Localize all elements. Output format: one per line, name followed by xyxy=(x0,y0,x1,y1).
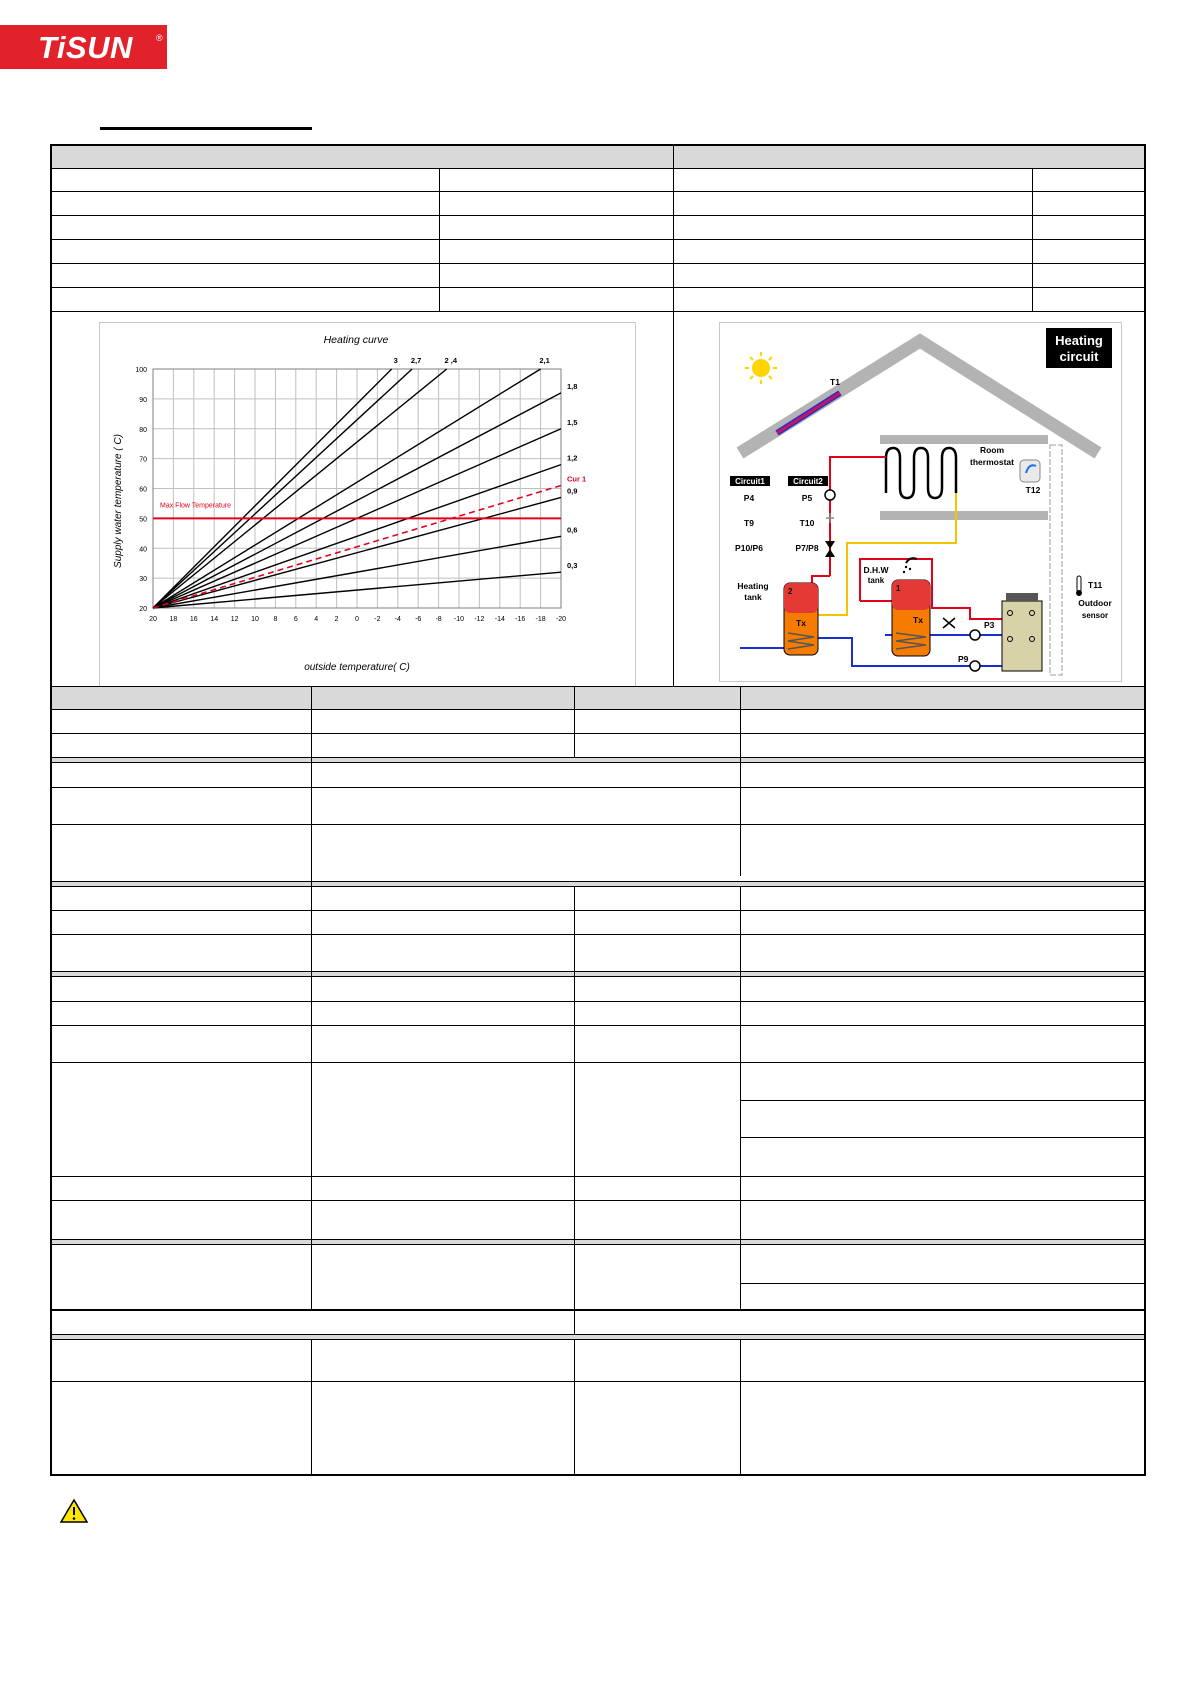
table-rule xyxy=(52,263,1144,264)
table-rule xyxy=(52,976,1144,977)
table-rule xyxy=(52,1200,1144,1201)
label-circuit2: Circuit2 xyxy=(793,477,823,486)
label-t1: T1 xyxy=(830,377,840,387)
table-divider xyxy=(740,1339,741,1476)
table-rule xyxy=(52,168,1144,169)
table-rule xyxy=(52,1176,1144,1177)
table-header-band xyxy=(52,146,1144,168)
y-tick-label: 50 xyxy=(139,516,147,524)
floor-heating-coil xyxy=(886,448,956,498)
chart-curves xyxy=(153,356,586,608)
table-rule xyxy=(52,824,1144,825)
label-tank2: 2 xyxy=(788,587,793,596)
y-tick-label: 60 xyxy=(139,486,147,494)
x-tick-label: 12 xyxy=(230,616,239,623)
y-tick-label: 40 xyxy=(139,546,147,554)
x-tick-label: -6 xyxy=(415,616,422,623)
table-rule xyxy=(52,709,1144,710)
x-axis-label: outside temperature( C) xyxy=(304,662,410,673)
label-circuit1: Circuit1 xyxy=(735,477,765,486)
label-heating: Heating xyxy=(737,581,769,591)
diagram-title-line2: circuit xyxy=(1059,349,1099,364)
table-rule xyxy=(740,1100,1144,1101)
y-tick-label: 80 xyxy=(139,426,147,434)
mixing-valve-icon xyxy=(943,618,955,628)
heating-curve-chart xyxy=(99,322,636,688)
curve-label: 0,3 xyxy=(567,561,578,571)
table-divider xyxy=(311,1339,312,1476)
label-p3: P3 xyxy=(984,620,995,630)
house-wall xyxy=(1050,445,1062,675)
label-dhw-tank: tank xyxy=(867,576,885,585)
outdoor-sensor-bulb xyxy=(1076,590,1082,596)
pump-p9-icon xyxy=(970,661,980,671)
label-t12: T12 xyxy=(1025,485,1041,495)
chart-title: Heating curve xyxy=(323,334,389,346)
table-divider xyxy=(574,686,575,758)
x-tick-label: -8 xyxy=(435,616,442,623)
table-rule xyxy=(52,215,1144,216)
x-tick-label: 20 xyxy=(149,616,157,623)
heating-circuit-diagram xyxy=(719,322,1122,682)
table-rule xyxy=(52,1381,1144,1382)
table-divider xyxy=(574,1309,575,1334)
x-tick-label: -18 xyxy=(535,616,546,623)
table-divider xyxy=(311,686,312,1309)
x-tick-label: 8 xyxy=(273,616,278,623)
label-tx-dhw: Tx xyxy=(913,615,923,625)
table-rule xyxy=(52,733,1144,734)
label-outdoor: Outdoor xyxy=(1078,598,1112,608)
label-thermostat: thermostat xyxy=(970,457,1014,467)
x-tick-label: 10 xyxy=(251,616,259,623)
table-divider xyxy=(673,311,674,686)
x-tick-label: -14 xyxy=(494,616,505,623)
label-dhw: D.H.W xyxy=(863,565,889,575)
x-tick-label: -2 xyxy=(374,616,381,623)
cur1-label: Cur 1 xyxy=(567,474,587,484)
x-tick-label: 4 xyxy=(314,616,319,623)
table-rule xyxy=(740,1283,1144,1284)
x-tick-label: 14 xyxy=(210,616,219,623)
label-p10p6: P10/P6 xyxy=(735,543,763,553)
diagram-title-line1: Heating xyxy=(1055,333,1103,348)
warning-icon xyxy=(59,1498,89,1524)
y-tick-label: 100 xyxy=(135,367,147,374)
upper-floor xyxy=(880,435,1048,444)
table-rule xyxy=(52,191,1144,192)
label-p9: P9 xyxy=(958,654,969,664)
x-tick-label: 6 xyxy=(293,616,298,623)
table-divider xyxy=(740,886,741,1309)
x-tick-label: -4 xyxy=(394,616,401,623)
curve-label: 2,7 xyxy=(410,356,422,365)
label-t10: T10 xyxy=(799,518,815,528)
table-divider xyxy=(574,1339,575,1476)
section-header-band xyxy=(52,687,1144,709)
label-p7p8: P7/P8 xyxy=(795,543,819,553)
table-rule xyxy=(52,886,1144,887)
table-divider xyxy=(740,686,741,876)
label-t11: T11 xyxy=(1088,580,1103,590)
table-rule xyxy=(52,1025,1144,1026)
x-tick-label: -10 xyxy=(453,616,465,623)
table-rule xyxy=(52,1309,1144,1311)
x-tick-label: -20 xyxy=(555,616,567,623)
label-p5: P5 xyxy=(801,493,813,503)
heating-curve-svg xyxy=(100,323,635,687)
table-rule xyxy=(52,910,1144,911)
solar-collector-stripe xyxy=(777,393,840,433)
curve-label: 1,2 xyxy=(567,453,578,463)
boiler-top xyxy=(1006,593,1038,601)
x-tick-label: -16 xyxy=(515,616,526,623)
pump-p5-icon xyxy=(825,490,835,500)
lower-floor xyxy=(880,511,1048,520)
brand-mark: ® xyxy=(156,33,163,43)
max-flow-label: Max Flow Temperature xyxy=(160,502,232,510)
sensor-t10-icon xyxy=(826,513,834,523)
pump-p3-icon xyxy=(970,630,980,640)
x-tick-label: 0 xyxy=(355,616,359,623)
table-rule xyxy=(740,1137,1144,1138)
table-rule xyxy=(52,1244,1144,1245)
table-rule xyxy=(52,1062,1144,1063)
label-p4: P4 xyxy=(743,493,755,503)
tisun-logo xyxy=(0,25,167,69)
y-axis-label: Supply water temperature ( C) xyxy=(113,434,124,568)
curve-label: 1,5 xyxy=(567,417,578,427)
curve-label: 0,9 xyxy=(567,486,578,496)
x-tick-label: 18 xyxy=(169,616,178,623)
y-tick-label: 30 xyxy=(139,576,147,584)
table-rule xyxy=(52,1001,1144,1002)
table-divider xyxy=(574,886,575,1309)
curve-label: 2,1 xyxy=(539,356,550,365)
x-tick-label: 2 xyxy=(334,616,339,623)
chart-ticks xyxy=(135,367,566,623)
table-rule xyxy=(52,239,1144,240)
y-tick-label: 90 xyxy=(139,396,147,404)
table-rule xyxy=(52,287,1144,288)
shower-icon xyxy=(903,558,917,573)
curve-label: 0,6 xyxy=(567,525,578,535)
three-way-valve-icon xyxy=(825,541,835,557)
label-heating-tank: tank xyxy=(744,592,762,602)
outdoor-sensor-icon xyxy=(1077,576,1081,592)
table-rule xyxy=(52,787,1144,788)
table-rule xyxy=(52,762,1144,763)
sun-icon xyxy=(745,352,777,384)
y-tick-label: 20 xyxy=(139,606,147,613)
curve-label: 3 xyxy=(393,356,398,365)
table-rule xyxy=(52,934,1144,935)
curve-label: 2 ,4 xyxy=(444,356,458,365)
table-rule xyxy=(52,1339,1144,1340)
room-thermostat-icon xyxy=(1020,460,1040,482)
label-tank1: 1 xyxy=(896,584,901,593)
label-tx-heating: Tx xyxy=(796,618,806,628)
table-rule xyxy=(52,311,1144,312)
label-sensor: sensor xyxy=(1081,611,1109,620)
heating-circuit-svg xyxy=(720,323,1121,681)
label-room: Room xyxy=(979,445,1005,455)
y-tick-label: 70 xyxy=(139,456,147,464)
curve-label: 1,8 xyxy=(567,381,578,391)
x-tick-label: 16 xyxy=(189,616,198,623)
brand-name: TiSUN xyxy=(38,30,133,65)
title-underline xyxy=(100,127,312,130)
x-tick-label: -12 xyxy=(474,616,485,623)
label-t9: T9 xyxy=(744,518,754,528)
